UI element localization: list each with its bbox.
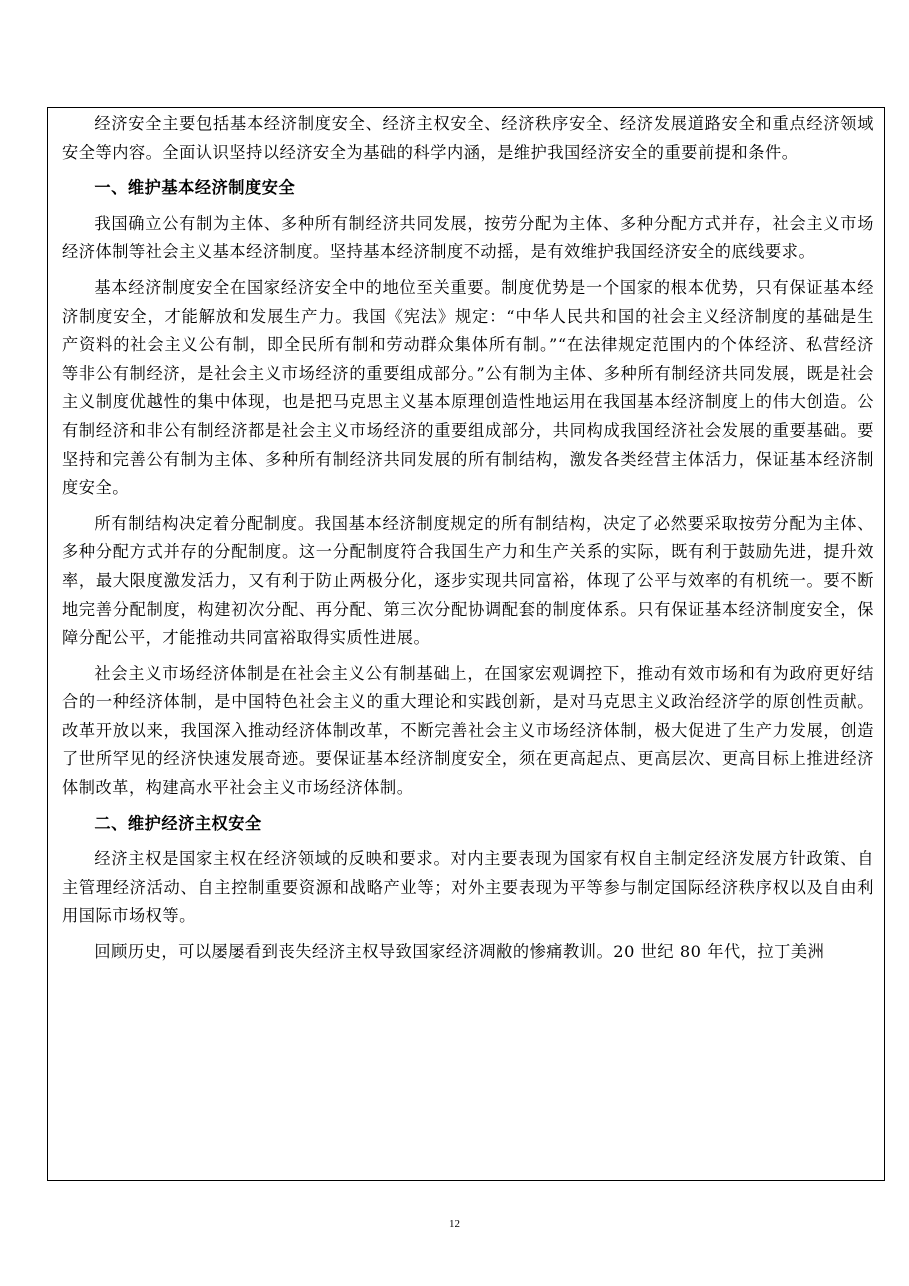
paragraph: 社会主义市场经济体制是在社会主义公有制基础上，在国家宏观调控下，推动有效市场和有为政府更好结合的一种经济体制，是中国特色社会主义的重大理论和实践创新，是对马克思主义政治经济学的原创性贡献。改革开放以来，我国深入推动经济体制改革，不断完善社会主义市场经济体制，极大促进了生产力发展，创造了世所罕见的经济快速发展奇迹。要保证基本经济制度安全，须在更高起点、更高层次、更高目标上推进经济体制改革，构建高水平社会主义市场经济体制。 [62,663,874,798]
section-heading-2: 二、维护经济主权安全 [94,813,262,833]
section-heading-1: 一、维护基本经济制度安全 [94,178,296,198]
paragraph: 经济主权是国家主权在经济领域的反映和要求。对内主要表现为国家有权自主制定经济发展方针政策、自主管理经济活动、自主控制重要资源和战略产业等；对外主要表现为平等参与制定国际经济秩序权以及自由利用国际市场权等。 [62,849,874,926]
paragraph: 基本经济制度安全在国家经济安全中的地位至关重要。制度优势是一个国家的根本优势，只有保证基本经济制度安全，才能解放和发展生产力。我国《宪法》规定：“中华人民共和国的社会主义经济制度的基础是生产资料的社会主义公有制，即全民所有制和劳动群众集体所有制。”“在法律规定范围内的个体经济、私营经济等非公有制经济，是社会主义市场经济的重要组成部分。”公有制为主体、多种所有制经济共同发展，既是社会主义制度优越性的集中体现，也是把马克思主义基本原理创造性地运用在我国基本经济制度上的伟大创造。公有制经济和非公有制经济都是社会主义市场经济的重要组成部分，共同构成我国经济社会发展的重要基础。要坚持和完善公有制为主体、多种所有制经济共同发展的所有制结构，激发各类经营主体活力，保证基本经济制度安全。 [62,277,874,498]
paragraph: 回顾历史，可以屡屡看到丧失经济主权导致国家经济凋敝的惨痛教训。20 世纪 80 年代，拉丁美洲 [94,942,825,962]
paragraph: 所有制结构决定着分配制度。我国基本经济制度规定的所有制结构，决定了必然要采取按劳分配为主体、多种分配方式并存的分配制度。这一分配制度符合我国生产力和生产关系的实际，既有利于鼓励先进，提升效率，最大限度激发活力，又有利于防止两极分化，逐步实现共同富裕，体现了公平与效率的有机统一。要不断地完善分配制度，构建初次分配、再分配、第三次分配协调配套的制度体系。只有保证基本经济制度安全，保障分配公平，才能推动共同富裕取得实质性进展。 [62,513,874,648]
paragraph: 我国确立公有制为主体、多种所有制经济共同发展，按劳分配为主体、多种分配方式并存，社会主义市场经济体制等社会主义基本经济制度。坚持基本经济制度不动摇，是有效维护我国经济安全的底线要求。 [62,213,874,262]
document-body [62,110,874,967]
intro-paragraph: 经济安全主要包括基本经济制度安全、经济主权安全、经济秩序安全、经济发展道路安全和重点经济领域安全等内容。全面认识坚持以经济安全为基础的科学内涵，是维护我国经济安全的重要前提和条件。 [62,114,874,162]
page-number: 12 [449,1218,460,1230]
